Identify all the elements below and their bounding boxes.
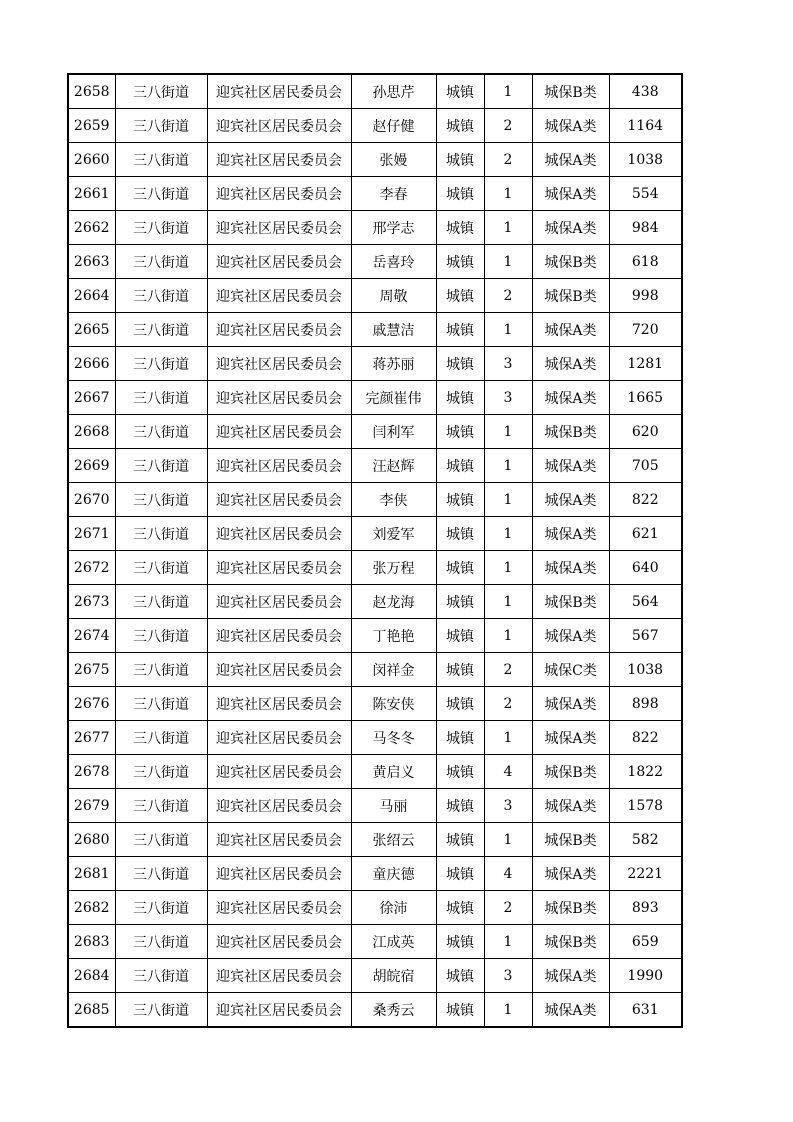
row-number-cell: 2677 xyxy=(68,721,115,755)
insurance-type-cell: 城保B类 xyxy=(532,279,609,313)
household-count-cell: 2 xyxy=(484,687,532,721)
table-row xyxy=(68,211,682,245)
table-row xyxy=(68,721,682,755)
area-type-cell: 城镇 xyxy=(436,245,484,279)
row-number-cell: 2659 xyxy=(68,109,115,143)
household-count-cell: 1 xyxy=(484,619,532,653)
row-number-cell: 2666 xyxy=(68,347,115,381)
insurance-type-cell: 城保A类 xyxy=(532,109,609,143)
amount-cell: 438 xyxy=(609,74,682,109)
community-name-cell: 迎宾社区居民委员会 xyxy=(207,313,351,347)
table-row xyxy=(68,143,682,177)
community-name-cell: 迎宾社区居民委员会 xyxy=(207,585,351,619)
community-name-cell: 迎宾社区居民委员会 xyxy=(207,517,351,551)
household-count-cell: 1 xyxy=(484,483,532,517)
area-type-cell: 城镇 xyxy=(436,74,484,109)
insurance-type-cell: 城保B类 xyxy=(532,823,609,857)
community-name-cell: 迎宾社区居民委员会 xyxy=(207,993,351,1028)
household-count-cell: 1 xyxy=(484,517,532,551)
insurance-type-cell: 城保A类 xyxy=(532,143,609,177)
table-row xyxy=(68,74,682,109)
community-name-cell: 迎宾社区居民委员会 xyxy=(207,619,351,653)
area-type-cell: 城镇 xyxy=(436,857,484,891)
person-name-cell: 闫利军 xyxy=(351,415,436,449)
community-name-cell: 迎宾社区居民委员会 xyxy=(207,687,351,721)
household-count-cell: 1 xyxy=(484,993,532,1028)
amount-cell: 620 xyxy=(609,415,682,449)
row-number-cell: 2672 xyxy=(68,551,115,585)
amount-cell: 618 xyxy=(609,245,682,279)
community-name-cell: 迎宾社区居民委员会 xyxy=(207,211,351,245)
community-name-cell: 迎宾社区居民委员会 xyxy=(207,109,351,143)
person-name-cell: 刘爱军 xyxy=(351,517,436,551)
household-count-cell: 1 xyxy=(484,313,532,347)
community-name-cell: 迎宾社区居民委员会 xyxy=(207,551,351,585)
area-type-cell: 城镇 xyxy=(436,789,484,823)
household-count-cell: 1 xyxy=(484,177,532,211)
area-type-cell: 城镇 xyxy=(436,551,484,585)
community-name-cell: 迎宾社区居民委员会 xyxy=(207,74,351,109)
household-count-cell: 1 xyxy=(484,925,532,959)
row-number-cell: 2664 xyxy=(68,279,115,313)
row-number-cell: 2665 xyxy=(68,313,115,347)
household-count-cell: 2 xyxy=(484,109,532,143)
row-number-cell: 2662 xyxy=(68,211,115,245)
community-name-cell: 迎宾社区居民委员会 xyxy=(207,925,351,959)
household-count-cell: 2 xyxy=(484,891,532,925)
amount-cell: 631 xyxy=(609,993,682,1028)
household-count-cell: 2 xyxy=(484,279,532,313)
household-count-cell: 3 xyxy=(484,789,532,823)
street-name-cell: 三八街道 xyxy=(115,823,207,857)
person-name-cell: 汪赵辉 xyxy=(351,449,436,483)
household-count-cell: 1 xyxy=(484,245,532,279)
amount-cell: 1281 xyxy=(609,347,682,381)
row-number-cell: 2673 xyxy=(68,585,115,619)
person-name-cell: 蒋苏丽 xyxy=(351,347,436,381)
street-name-cell: 三八街道 xyxy=(115,857,207,891)
community-name-cell: 迎宾社区居民委员会 xyxy=(207,279,351,313)
person-name-cell: 桑秀云 xyxy=(351,993,436,1028)
person-name-cell: 孙思芹 xyxy=(351,74,436,109)
amount-cell: 984 xyxy=(609,211,682,245)
person-name-cell: 丁艳艳 xyxy=(351,619,436,653)
person-name-cell: 童庆德 xyxy=(351,857,436,891)
area-type-cell: 城镇 xyxy=(436,653,484,687)
area-type-cell: 城镇 xyxy=(436,211,484,245)
insurance-type-cell: 城保A类 xyxy=(532,619,609,653)
person-name-cell: 赵仔健 xyxy=(351,109,436,143)
data-table xyxy=(67,73,683,1028)
household-count-cell: 1 xyxy=(484,585,532,619)
insurance-type-cell: 城保A类 xyxy=(532,211,609,245)
street-name-cell: 三八街道 xyxy=(115,415,207,449)
amount-cell: 720 xyxy=(609,313,682,347)
amount-cell: 659 xyxy=(609,925,682,959)
insurance-type-cell: 城保B类 xyxy=(532,755,609,789)
row-number-cell: 2682 xyxy=(68,891,115,925)
area-type-cell: 城镇 xyxy=(436,891,484,925)
community-name-cell: 迎宾社区居民委员会 xyxy=(207,755,351,789)
area-type-cell: 城镇 xyxy=(436,313,484,347)
person-name-cell: 马冬冬 xyxy=(351,721,436,755)
table-row xyxy=(68,585,682,619)
person-name-cell: 张嫚 xyxy=(351,143,436,177)
area-type-cell: 城镇 xyxy=(436,993,484,1028)
street-name-cell: 三八街道 xyxy=(115,755,207,789)
amount-cell: 1822 xyxy=(609,755,682,789)
person-name-cell: 李侠 xyxy=(351,483,436,517)
row-number-cell: 2683 xyxy=(68,925,115,959)
area-type-cell: 城镇 xyxy=(436,109,484,143)
street-name-cell: 三八街道 xyxy=(115,653,207,687)
person-name-cell: 胡皖宿 xyxy=(351,959,436,993)
table-row xyxy=(68,959,682,993)
table-row xyxy=(68,857,682,891)
insurance-type-cell: 城保A类 xyxy=(532,177,609,211)
street-name-cell: 三八街道 xyxy=(115,449,207,483)
household-count-cell: 3 xyxy=(484,347,532,381)
household-count-cell: 2 xyxy=(484,143,532,177)
table-row xyxy=(68,891,682,925)
person-name-cell: 周敬 xyxy=(351,279,436,313)
street-name-cell: 三八街道 xyxy=(115,891,207,925)
amount-cell: 822 xyxy=(609,483,682,517)
household-count-cell: 1 xyxy=(484,415,532,449)
person-name-cell: 岳喜玲 xyxy=(351,245,436,279)
household-count-cell: 3 xyxy=(484,381,532,415)
household-count-cell: 1 xyxy=(484,551,532,585)
street-name-cell: 三八街道 xyxy=(115,313,207,347)
table-row xyxy=(68,993,682,1028)
amount-cell: 893 xyxy=(609,891,682,925)
row-number-cell: 2685 xyxy=(68,993,115,1028)
street-name-cell: 三八街道 xyxy=(115,619,207,653)
household-count-cell: 3 xyxy=(484,959,532,993)
community-name-cell: 迎宾社区居民委员会 xyxy=(207,347,351,381)
row-number-cell: 2675 xyxy=(68,653,115,687)
person-name-cell: 马丽 xyxy=(351,789,436,823)
row-number-cell: 2676 xyxy=(68,687,115,721)
area-type-cell: 城镇 xyxy=(436,687,484,721)
row-number-cell: 2658 xyxy=(68,74,115,109)
table-row xyxy=(68,925,682,959)
area-type-cell: 城镇 xyxy=(436,823,484,857)
person-name-cell: 邢学志 xyxy=(351,211,436,245)
person-name-cell: 张绍云 xyxy=(351,823,436,857)
amount-cell: 898 xyxy=(609,687,682,721)
insurance-type-cell: 城保A类 xyxy=(532,313,609,347)
amount-cell: 822 xyxy=(609,721,682,755)
amount-cell: 2221 xyxy=(609,857,682,891)
row-number-cell: 2681 xyxy=(68,857,115,891)
area-type-cell: 城镇 xyxy=(436,959,484,993)
table-row xyxy=(68,449,682,483)
community-name-cell: 迎宾社区居民委员会 xyxy=(207,959,351,993)
street-name-cell: 三八街道 xyxy=(115,789,207,823)
table-row xyxy=(68,109,682,143)
insurance-type-cell: 城保A类 xyxy=(532,347,609,381)
community-name-cell: 迎宾社区居民委员会 xyxy=(207,381,351,415)
row-number-cell: 2679 xyxy=(68,789,115,823)
street-name-cell: 三八街道 xyxy=(115,993,207,1028)
household-count-cell: 1 xyxy=(484,74,532,109)
area-type-cell: 城镇 xyxy=(436,279,484,313)
community-name-cell: 迎宾社区居民委员会 xyxy=(207,177,351,211)
area-type-cell: 城镇 xyxy=(436,381,484,415)
amount-cell: 582 xyxy=(609,823,682,857)
table-row xyxy=(68,789,682,823)
household-count-cell: 1 xyxy=(484,449,532,483)
community-name-cell: 迎宾社区居民委员会 xyxy=(207,415,351,449)
street-name-cell: 三八街道 xyxy=(115,551,207,585)
insurance-type-cell: 城保A类 xyxy=(532,551,609,585)
street-name-cell: 三八街道 xyxy=(115,74,207,109)
household-count-cell: 4 xyxy=(484,755,532,789)
household-count-cell: 1 xyxy=(484,211,532,245)
table-row xyxy=(68,687,682,721)
area-type-cell: 城镇 xyxy=(436,721,484,755)
table-row xyxy=(68,823,682,857)
area-type-cell: 城镇 xyxy=(436,755,484,789)
street-name-cell: 三八街道 xyxy=(115,211,207,245)
person-name-cell: 黄启义 xyxy=(351,755,436,789)
table-row xyxy=(68,347,682,381)
area-type-cell: 城镇 xyxy=(436,177,484,211)
table-row xyxy=(68,755,682,789)
street-name-cell: 三八街道 xyxy=(115,279,207,313)
person-name-cell: 闵祥金 xyxy=(351,653,436,687)
area-type-cell: 城镇 xyxy=(436,143,484,177)
amount-cell: 567 xyxy=(609,619,682,653)
insurance-type-cell: 城保B类 xyxy=(532,415,609,449)
amount-cell: 1665 xyxy=(609,381,682,415)
row-number-cell: 2670 xyxy=(68,483,115,517)
street-name-cell: 三八街道 xyxy=(115,483,207,517)
household-count-cell: 1 xyxy=(484,721,532,755)
street-name-cell: 三八街道 xyxy=(115,585,207,619)
street-name-cell: 三八街道 xyxy=(115,109,207,143)
area-type-cell: 城镇 xyxy=(436,347,484,381)
community-name-cell: 迎宾社区居民委员会 xyxy=(207,653,351,687)
insurance-type-cell: 城保A类 xyxy=(532,857,609,891)
amount-cell: 1164 xyxy=(609,109,682,143)
insurance-type-cell: 城保A类 xyxy=(532,483,609,517)
amount-cell: 1578 xyxy=(609,789,682,823)
community-name-cell: 迎宾社区居民委员会 xyxy=(207,143,351,177)
area-type-cell: 城镇 xyxy=(436,483,484,517)
person-name-cell: 戚慧洁 xyxy=(351,313,436,347)
row-number-cell: 2668 xyxy=(68,415,115,449)
community-name-cell: 迎宾社区居民委员会 xyxy=(207,449,351,483)
row-number-cell: 2663 xyxy=(68,245,115,279)
amount-cell: 705 xyxy=(609,449,682,483)
amount-cell: 554 xyxy=(609,177,682,211)
insurance-type-cell: 城保A类 xyxy=(532,517,609,551)
insurance-type-cell: 城保A类 xyxy=(532,687,609,721)
area-type-cell: 城镇 xyxy=(436,619,484,653)
insurance-type-cell: 城保A类 xyxy=(532,789,609,823)
row-number-cell: 2660 xyxy=(68,143,115,177)
row-number-cell: 2667 xyxy=(68,381,115,415)
street-name-cell: 三八街道 xyxy=(115,687,207,721)
street-name-cell: 三八街道 xyxy=(115,925,207,959)
row-number-cell: 2671 xyxy=(68,517,115,551)
table-row xyxy=(68,483,682,517)
table-row xyxy=(68,653,682,687)
amount-cell: 1038 xyxy=(609,143,682,177)
row-number-cell: 2680 xyxy=(68,823,115,857)
insurance-type-cell: 城保B类 xyxy=(532,585,609,619)
person-name-cell: 李春 xyxy=(351,177,436,211)
table-body xyxy=(68,74,682,1027)
street-name-cell: 三八街道 xyxy=(115,143,207,177)
household-count-cell: 2 xyxy=(484,653,532,687)
household-count-cell: 1 xyxy=(484,823,532,857)
insurance-type-cell: 城保C类 xyxy=(532,653,609,687)
table-row xyxy=(68,245,682,279)
amount-cell: 621 xyxy=(609,517,682,551)
table-row xyxy=(68,313,682,347)
table-row xyxy=(68,415,682,449)
amount-cell: 1990 xyxy=(609,959,682,993)
person-name-cell: 徐沛 xyxy=(351,891,436,925)
amount-cell: 640 xyxy=(609,551,682,585)
row-number-cell: 2684 xyxy=(68,959,115,993)
table-row xyxy=(68,279,682,313)
table-row xyxy=(68,619,682,653)
row-number-cell: 2674 xyxy=(68,619,115,653)
insurance-type-cell: 城保B类 xyxy=(532,74,609,109)
household-count-cell: 4 xyxy=(484,857,532,891)
street-name-cell: 三八街道 xyxy=(115,959,207,993)
table-row xyxy=(68,381,682,415)
community-name-cell: 迎宾社区居民委员会 xyxy=(207,245,351,279)
person-name-cell: 陈安侠 xyxy=(351,687,436,721)
street-name-cell: 三八街道 xyxy=(115,517,207,551)
amount-cell: 998 xyxy=(609,279,682,313)
insurance-type-cell: 城保A类 xyxy=(532,993,609,1028)
insurance-type-cell: 城保B类 xyxy=(532,925,609,959)
community-name-cell: 迎宾社区居民委员会 xyxy=(207,789,351,823)
insurance-type-cell: 城保A类 xyxy=(532,721,609,755)
street-name-cell: 三八街道 xyxy=(115,245,207,279)
person-name-cell: 赵龙海 xyxy=(351,585,436,619)
area-type-cell: 城镇 xyxy=(436,449,484,483)
street-name-cell: 三八街道 xyxy=(115,347,207,381)
person-name-cell: 江成英 xyxy=(351,925,436,959)
table-row xyxy=(68,517,682,551)
area-type-cell: 城镇 xyxy=(436,517,484,551)
row-number-cell: 2661 xyxy=(68,177,115,211)
insurance-type-cell: 城保B类 xyxy=(532,245,609,279)
community-name-cell: 迎宾社区居民委员会 xyxy=(207,891,351,925)
community-name-cell: 迎宾社区居民委员会 xyxy=(207,857,351,891)
row-number-cell: 2678 xyxy=(68,755,115,789)
table-row xyxy=(68,177,682,211)
community-name-cell: 迎宾社区居民委员会 xyxy=(207,823,351,857)
insurance-type-cell: 城保A类 xyxy=(532,381,609,415)
community-name-cell: 迎宾社区居民委员会 xyxy=(207,721,351,755)
table-row xyxy=(68,551,682,585)
insurance-type-cell: 城保A类 xyxy=(532,449,609,483)
community-name-cell: 迎宾社区居民委员会 xyxy=(207,483,351,517)
insurance-type-cell: 城保A类 xyxy=(532,959,609,993)
insurance-type-cell: 城保B类 xyxy=(532,891,609,925)
amount-cell: 564 xyxy=(609,585,682,619)
street-name-cell: 三八街道 xyxy=(115,381,207,415)
area-type-cell: 城镇 xyxy=(436,585,484,619)
area-type-cell: 城镇 xyxy=(436,415,484,449)
person-name-cell: 张万程 xyxy=(351,551,436,585)
street-name-cell: 三八街道 xyxy=(115,177,207,211)
row-number-cell: 2669 xyxy=(68,449,115,483)
amount-cell: 1038 xyxy=(609,653,682,687)
person-name-cell: 完颜崔伟 xyxy=(351,381,436,415)
area-type-cell: 城镇 xyxy=(436,925,484,959)
street-name-cell: 三八街道 xyxy=(115,721,207,755)
